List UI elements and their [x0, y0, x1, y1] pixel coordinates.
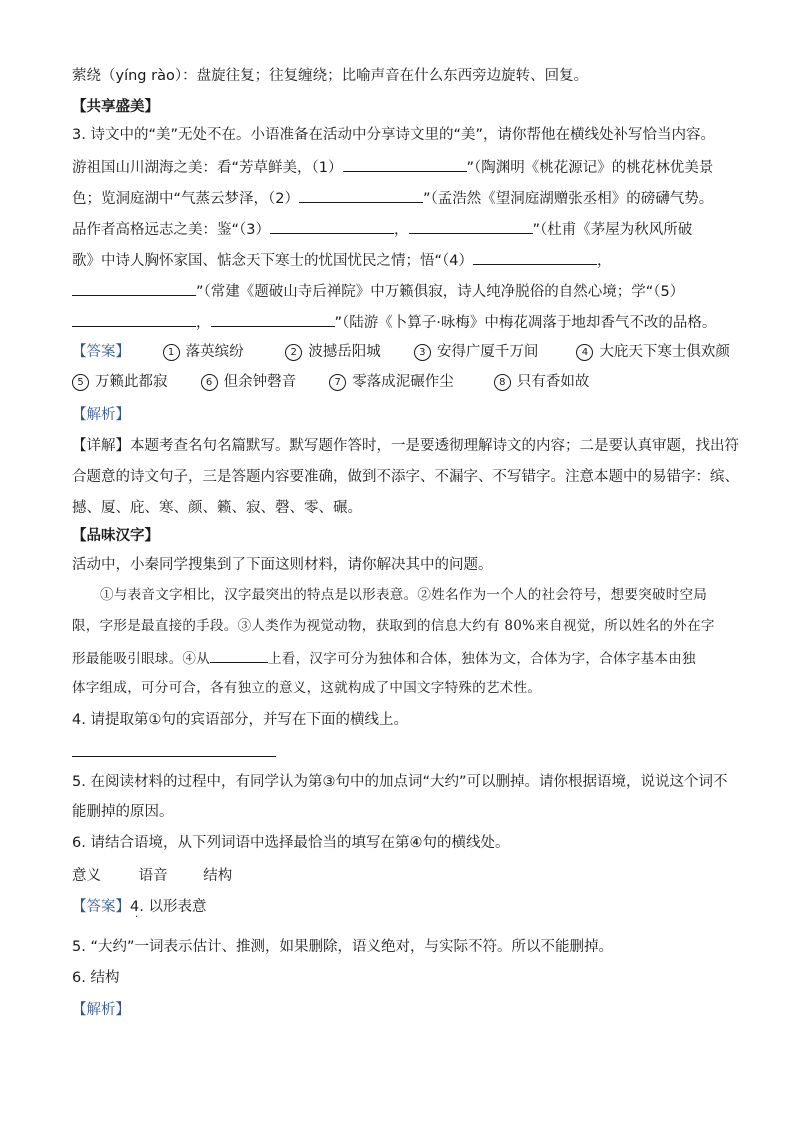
- q3-line-5: [72, 249, 612, 271]
- q3-text: ，: [394, 222, 409, 238]
- answer-text: 4. 以形表意: [130, 899, 207, 915]
- analysis-label: 【解析】: [72, 407, 130, 423]
- detail-line-3: 撼、厦、庇、寒、颜、籁、寂、磬、零、碾。: [72, 500, 362, 516]
- option-list: [72, 866, 232, 886]
- section-title-share: 【共享盛美】: [72, 99, 159, 115]
- answer-blank-3b[interactable]: [409, 218, 533, 234]
- analysis-label-2: 【解析】: [72, 1002, 130, 1018]
- answer-item: [285, 342, 409, 362]
- answer-q5: 5. “大约”一词表示估计、推测，如果删除，语义绝对，与实际不符。所以不能删掉。: [72, 939, 613, 955]
- circled-number: 3: [414, 344, 431, 361]
- q5-line-1: 5. 在阅读材料的过程中，有同学认为第③句中的加点词“大约”可以删掉。请你根据语境，说说这个词不: [72, 774, 728, 790]
- material-text: 形最能吸引眼球。④从: [72, 651, 210, 667]
- circled-number: 2: [285, 344, 302, 361]
- material-line-4: 体字组成，可分可合，各有独立的意义，这就构成了中国文字特殊的艺术性。: [72, 680, 542, 696]
- q5-line-2: 能删掉的原因。: [72, 804, 174, 820]
- gloss-line: 萦绕（yíng rào）：盘旋往复；往复缠绕；比喻声音在什么东西旁边旋转、回复。: [72, 68, 589, 84]
- material-text: 上看，汉字可分为独体和合体，独体为文，合体为字，合体字基本由独: [268, 651, 696, 667]
- circled-number: 8: [494, 374, 511, 391]
- q3-text: 品作者高格远志之美：鉴“（3）: [72, 222, 270, 238]
- q3-text: ”（杜甫《茅屋为秋风所破: [532, 222, 693, 238]
- material-line-3: [72, 647, 696, 669]
- material-blank[interactable]: [210, 647, 268, 663]
- answer-text: 大庇天下寒士俱欢颜: [599, 344, 730, 360]
- option-word: 结构: [203, 868, 233, 884]
- q3-line-3: [72, 187, 713, 209]
- material-line-2: 限，字形是最直接的手段。③人类作为视觉动物，获取到的信息大约有 80%来自视觉，所以姓名的外在字: [72, 618, 715, 634]
- q3-text: ，: [196, 315, 211, 331]
- q3-line-4: [72, 218, 692, 240]
- section-title-hanzi: 【品味汉字】: [72, 528, 159, 544]
- answer-text: 落英缤纷: [185, 344, 244, 360]
- circled-number: 4: [576, 344, 593, 361]
- answer-text: 但余钟磬音: [223, 374, 297, 390]
- answer-blank-5a[interactable]: [72, 311, 196, 327]
- answer-item: [414, 342, 572, 362]
- option-word: 意义: [72, 868, 101, 884]
- detail-line-1: 【详解】本题考查名句名篇默写。默写题作答时，一是要透彻理解诗文的内容；二是要认真审题，找出符: [72, 438, 739, 454]
- q3-text: 游祖国山川湖海之美：看“芳草鲜美，（1）: [72, 160, 343, 176]
- answer-blank-4b[interactable]: [72, 280, 196, 296]
- answer-label: 【答案】: [72, 899, 130, 915]
- q3-text: ，: [597, 253, 612, 269]
- answer-blank-5b[interactable]: [211, 311, 335, 327]
- answer-item: [494, 372, 590, 392]
- answer-item: [72, 372, 196, 392]
- q3-line-7: [72, 311, 716, 333]
- answer-row-q4: [72, 897, 206, 917]
- circled-number: 6: [201, 374, 218, 391]
- option-word: 语音: [138, 868, 168, 884]
- q3-text: ”（陆游《卜算子·咏梅》中梅花凋落于地却香气不改的品格。: [334, 315, 717, 331]
- answer-item: [329, 372, 489, 392]
- q4-answer-line[interactable]: [72, 756, 276, 757]
- circled-number: 1: [163, 344, 180, 361]
- answer-item: [201, 372, 325, 392]
- answer-item: [163, 342, 281, 362]
- answer-item: [576, 342, 730, 362]
- q4-line: 4. 请提取第①句的宾语部分，并写在下面的横线上。: [72, 712, 408, 728]
- answer-blank-2[interactable]: [299, 187, 423, 203]
- q3-line-1: 3. 诗文中的“美”无处不在。小语准备在活动中分享诗文里的“美”，请你帮他在横线处补写恰当内容。: [72, 127, 715, 143]
- answer-row-1: [72, 342, 730, 362]
- answer-text: 只有香如故: [516, 374, 590, 390]
- q3-text: 歌》中诗人胸怀家国、惦念天下寒士的忧国忧民之情；悟“（4）: [72, 253, 473, 269]
- marker-dot: ·: [135, 912, 139, 923]
- intro-line: 活动中，小秦同学搜集到了下面这则材料，请你解决其中的问题。: [72, 557, 493, 573]
- answer-text: 零落成泥碾作尘: [352, 374, 454, 390]
- q3-text: ”（陶渊明《桃花源记》的桃花林优美景: [466, 160, 714, 176]
- circled-number: 5: [72, 374, 89, 391]
- answer-blank-4a[interactable]: [473, 249, 597, 265]
- answer-blank-1[interactable]: [343, 156, 467, 172]
- detail-line-2: 合题意的诗文句子，三是答题内容要准确，做到不添字、不漏字、不写错字。注意本题中的易错字：缤、: [72, 469, 739, 485]
- circled-number: 7: [329, 374, 346, 391]
- answer-text: 安得广厦千万间: [436, 344, 539, 360]
- material-line-1: ①与表音文字相比，汉字最突出的特点是以形表意。②姓名作为一个人的社会符号，想要突破时空局: [100, 587, 708, 603]
- answer-blank-3a[interactable]: [270, 218, 394, 234]
- answer-q6: 6. 结构: [72, 970, 120, 986]
- q3-text: 色；览洞庭湖中“气蒸云梦泽，（2）: [72, 191, 299, 207]
- q6-line: 6. 请结合语境，从下列词语中选择最恰当的填写在第④句的横线处。: [72, 835, 510, 851]
- answer-text: 波撼岳阳城: [308, 344, 381, 360]
- q3-text: ”（常建《题破山寺后禅院》中万籁俱寂，诗人纯净脱俗的自然心境；学“（5）: [196, 284, 685, 300]
- q3-line-6: [72, 280, 684, 302]
- answer-label: 【答案】: [72, 344, 130, 360]
- q3-text: ”（孟浩然《望洞庭湖赠张丞相》的磅礴气势。: [423, 191, 714, 207]
- answer-row-2: [72, 372, 589, 392]
- q3-line-2: [72, 156, 713, 178]
- answer-text: 万籁此都寂: [95, 374, 168, 390]
